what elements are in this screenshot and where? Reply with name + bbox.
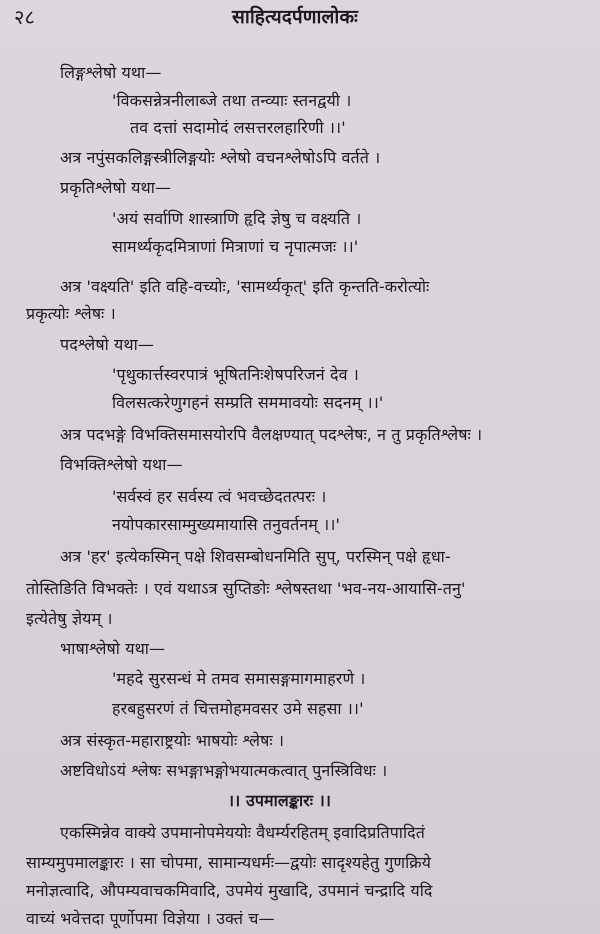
verse-line: सामर्थ्यकृदमित्राणां मित्राणां च नृपात्मजः ।।' — [112, 237, 359, 256]
text-line: इत्येतेषु ज्ञेयम् । — [26, 609, 113, 628]
verse-line: 'महदे सुरसन्धं मे तमव समासङ्गमागमाहरणे । — [112, 669, 366, 688]
text-line: भाषाश्लेषो यथा— — [60, 639, 166, 658]
text-line: अत्र 'वक्ष्यति' इति वहि-वच्योः, 'सामर्थ्यकृत्' इति कृन्तति-करोत्योः — [60, 277, 430, 296]
verse-line: हरबहुसरणं तं चित्तमोहमवसर उमे सहसा ।।' — [112, 699, 364, 718]
text-line: अत्र नपुंसकलिङ्गस्त्रीलिङ्गयोः श्लेषो वचनश्लेषोऽपि वर्तते । — [60, 148, 381, 167]
text-line: अत्र संस्कृत-महाराष्ट्रयोः भाषयोः श्लेषः । — [60, 731, 284, 750]
text-line: अत्र 'हर' इत्येकस्मिन् पक्षे शिवसम्बोधनमिति सुप्, परस्मिन् पक्षे हृधा- — [60, 547, 451, 566]
text-line: प्रकृत्योः श्लेषः । — [26, 304, 116, 323]
verse-line: नयोपकारसाम्मुख्यमायासि तनुवर्तनम् ।।' — [112, 515, 340, 534]
verse-line: विलसत्करेणुगहनं सम्प्रति सममावयोः सदनम् ।।' — [112, 393, 384, 412]
verse-line: 'सर्वस्वं हर सर्वस्य त्वं भवच्छेदतत्परः । — [112, 487, 327, 506]
verse-line: 'पृथुकार्त्तस्वरपात्रं भूषितनिःशेषपरिजनं देव । — [112, 365, 359, 384]
text-line: अत्र पदभङ्गे विभक्तिसमासयोरपि वैलक्षण्यात् पदश्लेषः, न तु प्रकृतिश्लेषः । — [60, 425, 483, 444]
verse-line: तव दत्तां सदामोदं लसत्तरलहारिणी ।।' — [130, 118, 346, 137]
page-number: २८ — [14, 5, 35, 29]
section-heading: ।। उपमालङ्कारः ।। — [228, 791, 332, 810]
text-line: एकस्मिन्नेव वाक्ये उपमानोपमेययोः वैधर्म्यरहितम् इवादिप्रतिपादितं — [60, 823, 425, 842]
running-header: साहित्यदर्पणालोकः — [232, 6, 358, 28]
verse-line: 'विकसन्नेत्रनीलाब्जे तथा तन्व्याः स्तनद्वयी । — [112, 91, 352, 110]
text-line: पदश्लेषो यथा— — [60, 335, 154, 354]
text-line: लिङ्गश्लेषो यथा— — [60, 63, 162, 82]
text-line: मनोज्ञत्वादि, औपम्यवाचकमिवादि, उपमेयं मुखादि, उपमानं चन्द्रादि यदि — [26, 881, 433, 900]
verse-line: 'अयं सर्वाणि शास्त्राणि हृदि ज्ञेषु च वक्ष्यति । — [112, 209, 362, 228]
text-line: विभक्तिश्लेषो यथा— — [60, 455, 183, 474]
text-line: वाच्यं भवेत्तदा पूर्णोपमा विज्ञेया । उक्तं च— — [26, 909, 275, 928]
text-line: तोस्तिङिति विभक्तेः । एवं यथाऽत्र सुप्तिङोः श्लेषस्तथा 'भव-नय-आयासि-तनु' — [26, 579, 466, 598]
text-line: अष्टविधोऽयं श्लेषः सभङ्गाभङ्गोभयात्मकत्वात् पुनस्त्रिविधः । — [60, 761, 388, 780]
text-line: प्रकृतिश्लेषो यथा— — [60, 178, 172, 197]
text-line: साम्यमुपमालङ्कारः । सा चोपमा, सामान्यधर्मः—द्वयोः सादृश्यहेतु गुणक्रिये — [26, 853, 432, 872]
